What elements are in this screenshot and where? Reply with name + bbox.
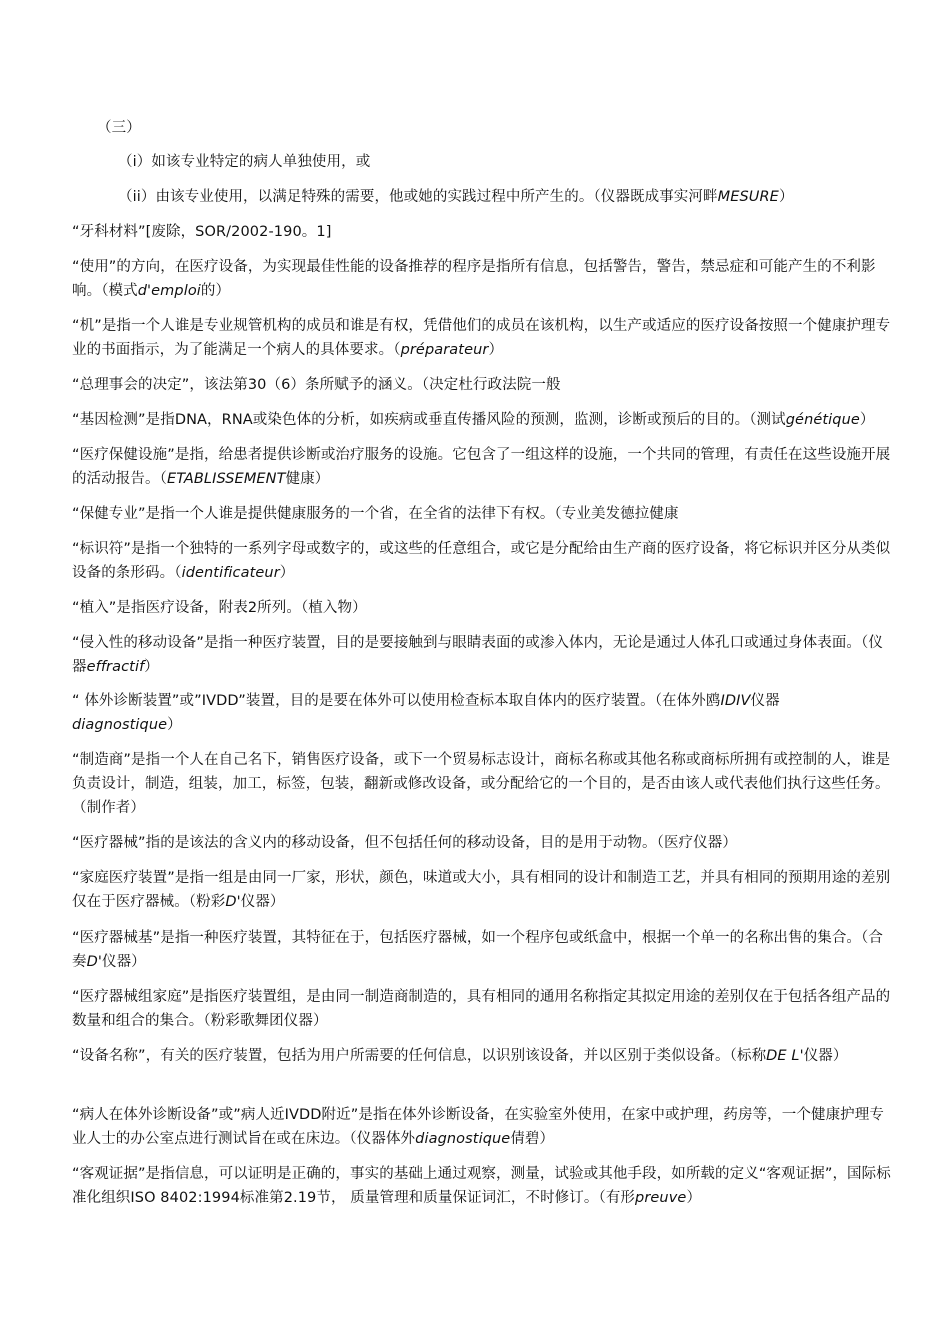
text-run: “基因检测”是指DNA，RNA或染色体的分析，如疾病或垂直传播风险的预测，监测，诊断或预后的目的。（测试 (72, 412, 786, 428)
text-run: “使用”的方向，在医疗设备，为实现最佳性能的设备推荐的程序是指所有信息，包括警告，警告，禁忌症和可能产生的不利影响。（模式 (72, 259, 876, 299)
paragraph (72, 631, 892, 679)
paragraph (97, 116, 917, 140)
paragraph (72, 1162, 892, 1210)
text-run: “制造商”是指一个人在自己名下，销售医疗设备，或下一个贸易标志设计，商标名称或其他名称或商标所拥有或控制的人，谁是负责设计，制造，组装，加工，标签，包装，翻新或修改设备，或分配给它的一个目的，是否由该人或代表他们执行这些任务。（制作者） (72, 752, 891, 816)
text-run: ） (488, 342, 504, 358)
text-run: “医疗保健设施”是指，给患者提供诊断或治疗服务的设施。它包含了一组这样的设施，一个共同的管理，有责任在这些设施开展的活动报告。（ (72, 447, 891, 487)
text-run: “医疗器械”指的是该法的含义内的移动设备，但不包括任何的移动设备，目的是用于动物。（医疗仪器） (72, 835, 737, 851)
paragraph (72, 408, 892, 432)
italic-term: effractif (86, 659, 145, 675)
text-run: ） (778, 189, 794, 205)
paragraph (72, 689, 892, 737)
text-run: “家庭医疗装置”是指一组是由同一厂家，形状，颜色，味道或大小，具有相同的设计和制造工艺，并具有相同的预期用途的差别仅在于医疗器械。（粉彩 (72, 870, 891, 910)
text-run: （i）如该专业特定的病人单独使用，或 (118, 154, 371, 170)
italic-term: D' (225, 894, 241, 910)
paragraph (72, 596, 892, 620)
text-run: ） (167, 717, 182, 733)
text-run: “设备名称”，有关的医疗装置，包括为用户所需要的任何信息，以识别该设备，并以区别于类似设备。（标称 (72, 1048, 767, 1064)
text-run: “机”是指一个人谁是专业规管机构的成员和谁是有权，凭借他们的成员在该机构，以生产或适应的医疗设备按照一个健康护理专业的书面指示，为了能满足一个病人的具体要求。（ (72, 318, 891, 358)
paragraph (72, 537, 892, 585)
text-run: 仪器） (101, 954, 146, 970)
text-run: ） (144, 659, 159, 675)
text-run: ） (859, 412, 875, 428)
text-run: “标识符”是指一个独特的一系列字母或数字的，或这些的任意组合，或它是分配给由生产商的医疗设备，将它标识并区分从类似设备的条形码。（ (72, 541, 891, 581)
paragraph (72, 314, 892, 362)
paragraph (72, 985, 892, 1033)
text-run: 仪器） (803, 1048, 848, 1064)
italic-term: identificateur (181, 565, 280, 581)
text-run: “总理事会的决定”，该法第30（6）条所赋予的涵义。（决定杜行政法院一般 (72, 377, 561, 393)
text-run: “医疗器械组家庭”是指医疗装置组，是由同一制造商制造的，具有相同的通用名称指定其拟定用途的差别仅在于包括各组产品的数量和组合的集合。（粉彩歌舞团仪器） (72, 989, 891, 1029)
paragraph (118, 150, 938, 174)
paragraph (72, 866, 892, 914)
text-run: “客观证据”是指信息，可以证明是正确的，事实的基础上通过观察，测量，试验或其他手段，如所载的定义“客观证据”，国际标准化组织ISO 8402:1994标准第2.19节， 质量管理和质量保证词汇，不时修订。（有形 (72, 1166, 891, 1206)
text-run: ） (686, 1190, 702, 1206)
italic-term: génétique (785, 412, 860, 428)
paragraph (72, 220, 892, 244)
italic-term: diagnostique (72, 717, 168, 733)
italic-term: DE L' (766, 1048, 804, 1064)
paragraph (72, 748, 892, 820)
paragraph (72, 443, 892, 491)
text-run: “植入”是指医疗设备，附表2所列。（植入物） (72, 600, 367, 616)
italic-term: diagnostique (415, 1131, 511, 1147)
italic-term: ETABLISSEMENT (166, 471, 286, 487)
text-run: “ 体外诊断装置”或”IVDD”装置，目的是要在体外可以使用检查标本取自体内的医疗装置。（在体外鸥 (72, 693, 721, 709)
text-run: “保健专业”是指一个人谁是提供健康服务的一个省，在全省的法律下有权。（专业美发德拉健康 (72, 506, 679, 522)
text-run: “病人在体外诊断设备”或”病人近IVDD附近”是指在体外诊断设备，在实验室外使用，在家中或护理，药房等，一个健康护理专业人士的办公室点进行测试旨在或在床边。（仪器体外 (72, 1107, 884, 1147)
text-run: “侵入性的移动设备”是指一种医疗装置，目的是要接触到与眼睛表面的或渗入体内，无论是通过人体孔口或通过身体表面。（仪器 (72, 635, 883, 675)
paragraph (72, 831, 892, 855)
italic-term: D' (86, 954, 102, 970)
paragraph (72, 1103, 892, 1151)
paragraph (72, 373, 892, 397)
text-run: “牙科材料”[废除，SOR/2002-190。1] (72, 224, 332, 240)
paragraph (72, 926, 892, 974)
italic-term: MESURE (717, 189, 779, 205)
text-run: 仪器 (750, 693, 780, 709)
text-run: （三） (97, 120, 141, 136)
text-run: ） (279, 565, 295, 581)
paragraph (72, 502, 892, 526)
text-run: （ii）由该专业使用，以满足特殊的需要，他或她的实践过程中所产生的。（仪器既成事实河畔 (118, 189, 718, 205)
text-run: 仪器） (240, 894, 285, 910)
italic-term: preuve (635, 1190, 687, 1206)
italic-term: d'emploi (137, 283, 201, 299)
italic-term: préparateur (400, 342, 489, 358)
text-run: “医疗器械基”是指一种医疗装置，其特征在于，包括医疗器械，如一个程序包或纸盒中，根据一个单一的名称出售的集合。（合奏 (72, 930, 883, 970)
italic-term: IDIV (720, 693, 751, 709)
text-run: 倩碧） (510, 1131, 555, 1147)
paragraph (72, 1044, 892, 1068)
paragraph (72, 255, 892, 303)
paragraph (118, 185, 938, 209)
text-run: 健康） (285, 471, 330, 487)
text-run: 的） (200, 283, 231, 299)
